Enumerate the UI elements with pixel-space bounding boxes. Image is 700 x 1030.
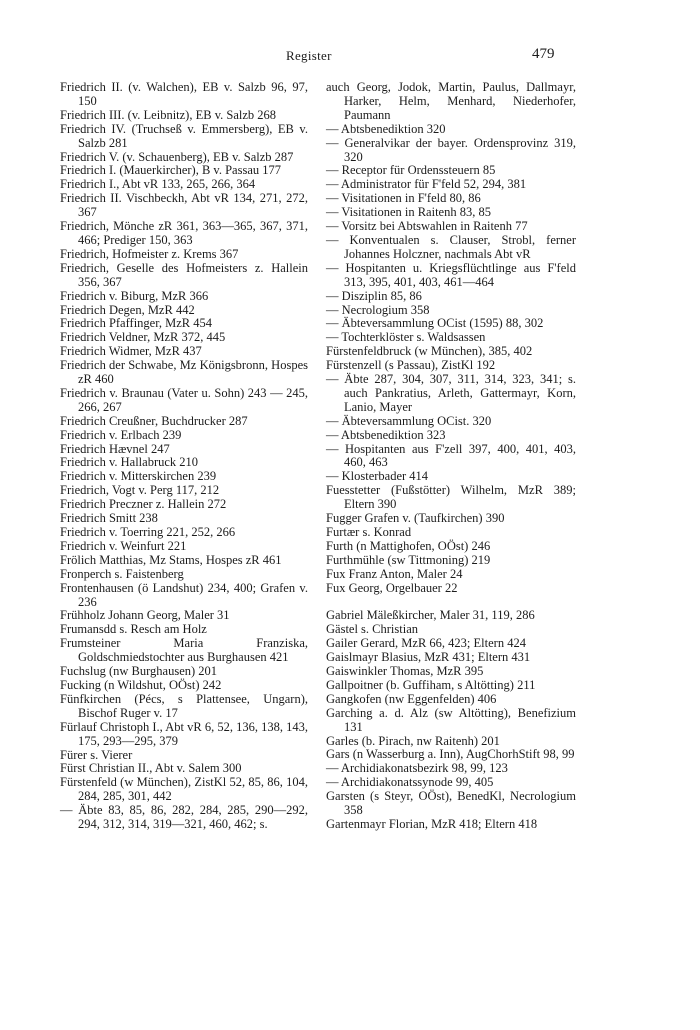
index-entry: — Administrator für F'feld 52, 294, 381 (326, 177, 527, 192)
index-column-right (326, 81, 576, 832)
index-entry: Friedrich II. Vischbeckh, Abt vR 134, 271, 272, 367 (60, 191, 308, 220)
index-entry: Garles (b. Pirach, nw Raitenh) 201 (326, 733, 500, 748)
index-entry: Fux Georg, Orgelbauer 22 (326, 580, 458, 595)
index-entry: — Äbteversammlung OCist. 320 (326, 413, 492, 428)
index-entry: Furthmühle (sw Tittmoning) 219 (326, 552, 491, 567)
index-entry: Friedrich, Hofmeister z. Krems 367 (60, 246, 239, 261)
index-entry: — Necrologium 358 (326, 302, 430, 317)
index-entry: Friedrich Smitt 238 (60, 511, 158, 526)
index-entry: Fucking (n Wildshut, OÖst) 242 (60, 677, 222, 692)
page-number: 479 (532, 46, 555, 62)
index-entry: Gartenmayr Florian, MzR 418; Eltern 418 (326, 817, 538, 832)
index-entry: — Generalvikar der bayer. Ordensprovinz 319, 320 (326, 135, 576, 164)
index-entry: Gaislmayr Blasius, MzR 431; Eltern 431 (326, 650, 531, 665)
index-entry: Fugger Grafen v. (Taufkirchen) 390 (326, 511, 505, 526)
index-entry: Fuchslug (nw Burghausen) 201 (60, 664, 218, 679)
index-entry: Friedrich I. (Mauerkircher), B v. Passau 177 (60, 163, 282, 178)
index-entry: Gallpoitner (b. Guffiham, s Altötting) 211 (326, 677, 536, 692)
index-entry: — Äbte 287, 304, 307, 311, 314, 323, 341; s. auch Pankratius, Arleth, Gattermayr, Korn, Lanio, Mayer (326, 372, 576, 414)
index-entry: Friedrich v. Weinfurt 221 (60, 538, 187, 553)
index-entry: Fürstenfeldbruck (w München), 385, 402 (326, 344, 533, 359)
index-entry: Frölich Matthias, Mz Stams, Hospes zR 461 (60, 552, 282, 567)
index-entry: Garching a. d. Alz (sw Altötting), Benefizium 131 (326, 705, 576, 734)
index-entry: Gars (n Wasserburg a. Inn), AugChorhStift 98, 99 (326, 747, 575, 762)
index-entry: Friedrich der Schwabe, Mz Königsbronn, Hospes zR 460 (60, 358, 308, 387)
index-entry: Friedrich Widmer, MzR 437 (60, 344, 202, 359)
index-entry: Frontenhausen (ö Landshut) 234, 400; Grafen v. 236 (60, 580, 308, 609)
index-entry: Friedrich v. Hallabruck 210 (60, 455, 199, 470)
index-entry: Fronperch s. Faistenberg (60, 566, 184, 581)
index-entry: — Visitationen in Raitenh 83, 85 (326, 205, 491, 220)
index-entry: Friedrich V. (v. Schauenberg), EB v. Salzb 287 (60, 149, 294, 164)
index-entry: — Äbte 83, 85, 86, 282, 284, 285, 290—292, 294, 312, 314, 319—321, 460, 462; s. (60, 803, 308, 832)
index-entry: — Disziplin 85, 86 (326, 288, 422, 303)
index-entry: Gangkofen (nw Eggenfelden) 406 (326, 691, 497, 706)
index-entry: — Archidiakonatssynode 99, 405 (326, 775, 494, 790)
index-entry: Fürer s. Vierer (60, 747, 133, 762)
index-entry: Friedrich II. (v. Walchen), EB v. Salzb 96, 97, 150 (60, 80, 308, 108)
index-entry: — Klosterbader 414 (326, 469, 429, 484)
index-entry: — Hospitanten u. Kriegsflüchtlinge aus F'feld 313, 395, 401, 403, 461—464 (326, 260, 576, 289)
index-entry: Friedrich Pfaffinger, MzR 454 (60, 316, 213, 331)
index-entry: Gästel s. Christian (326, 622, 419, 637)
index-entry: Furtær s. Konrad (326, 525, 412, 539)
index-entry: Friedrich, Geselle des Hofmeisters z. Hallein 356, 367 (60, 260, 308, 289)
index-entry: Friedrich IV. (Truchseß v. Emmersberg), EB v. Salzb 281 (60, 121, 308, 150)
index-entry: Gaiswinkler Thomas, MzR 395 (326, 664, 484, 679)
index-entry: Fuesstetter (Fußstötter) Wilhelm, MzR 389; Eltern 390 (326, 483, 576, 512)
index-entry: Friedrich I., Abt vR 133, 265, 266, 364 (60, 177, 256, 192)
index-entry: Friedrich Degen, MzR 442 (60, 302, 195, 317)
index-entry: Fux Franz Anton, Maler 24 (326, 566, 463, 581)
index-column-left (60, 81, 308, 832)
index-entry: Furth (n Mattighofen, OÖst) 246 (326, 538, 491, 553)
index-entry: — Visitationen in F'feld 80, 86 (326, 191, 481, 206)
index-entry: auch Georg, Jodok, Martin, Paulus, Dallmayr, Harker, Helm, Menhard, Niederhofer, Paumann (326, 80, 576, 122)
index-entry: — Receptor für Ordenssteuern 85 (326, 163, 496, 178)
page-header (0, 46, 700, 70)
index-entry: Friedrich v. Toerring 221, 252, 266 (60, 525, 236, 539)
index-entry: Friedrich v. Biburg, MzR 366 (60, 288, 209, 303)
index-entry: Friedrich, Mönche zR 361, 363—365, 367, 371, 466; Prediger 150, 363 (60, 219, 308, 247)
index-entry: — Abtsbenediktion 320 (326, 121, 446, 136)
index-entry: Gabriel Mäleßkircher, Maler 31, 119, 286 (326, 608, 535, 623)
index-entry: Fünfkirchen (Pécs, s Plattensee, Ungarn), Bischof Ruger v. 17 (60, 691, 308, 720)
index-entry: — Vorsitz bei Abtswahlen in Raitenh 77 (326, 219, 528, 234)
index-entry: Fürst Christian II., Abt v. Salem 300 (60, 761, 242, 776)
index-entry: Gailer Gerard, MzR 66, 423; Eltern 424 (326, 636, 526, 651)
index-entry: Fürstenzell (s Passau), ZistKl 192 (326, 358, 496, 373)
index-entry: — Hospitanten aus F'zell 397, 400, 401, 403, 460, 463 (326, 441, 576, 470)
running-title: Register (286, 48, 332, 63)
index-entry: Fürstenfeld (w München), ZistKl 52, 85, 86, 104, 284, 285, 301, 442 (60, 775, 308, 804)
index-entry: — Tochterklöster s. Waldsassen (326, 330, 486, 345)
index-entry: Frumsteiner Maria Franziska, Goldschmiedstochter aus Burghausen 421 (60, 636, 308, 665)
index-entry: Friedrich v. Braunau (Vater u. Sohn) 243 — 245, 266, 267 (60, 385, 308, 414)
index-entry: Friedrich Creußner, Buchdrucker 287 (60, 413, 248, 428)
index-entry: Fürlauf Christoph I., Abt vR 6, 52, 136, 138, 143, 175, 293—295, 379 (60, 719, 308, 748)
index-entry: — Archidiakonatsbezirk 98, 99, 123 (326, 761, 508, 776)
index-entry: Friedrich Veldner, MzR 372, 445 (60, 330, 226, 345)
index-entry: Garsten (s Steyr, OÖst), BenedKl, Necrologium 358 (326, 789, 576, 818)
index-entry: — Abtsbenediktion 323 (326, 427, 446, 442)
index-entry: Frühholz Johann Georg, Maler 31 (60, 608, 230, 623)
index-entry: Friedrich, Vogt v. Perg 117, 212 (60, 483, 220, 498)
index-entry: — Konventualen s. Clauser, Strobl, ferner Johannes Holczner, nachmals Abt vR (326, 232, 576, 261)
index-entry: — Äbteversammlung OCist (1595) 88, 302 (326, 316, 544, 331)
index-entry: Friedrich Preczner z. Hallein 272 (60, 497, 227, 512)
index-entry: Friedrich v. Mitterskirchen 239 (60, 469, 217, 484)
index-entry: Friedrich v. Erlbach 239 (60, 427, 182, 442)
index-entry: Friedrich Hævnel 247 (60, 441, 170, 456)
index-entry: Friedrich III. (v. Leibnitz), EB v. Salzb 268 (60, 107, 277, 122)
index-entry: Frumansdd s. Resch am Holz (60, 622, 207, 637)
